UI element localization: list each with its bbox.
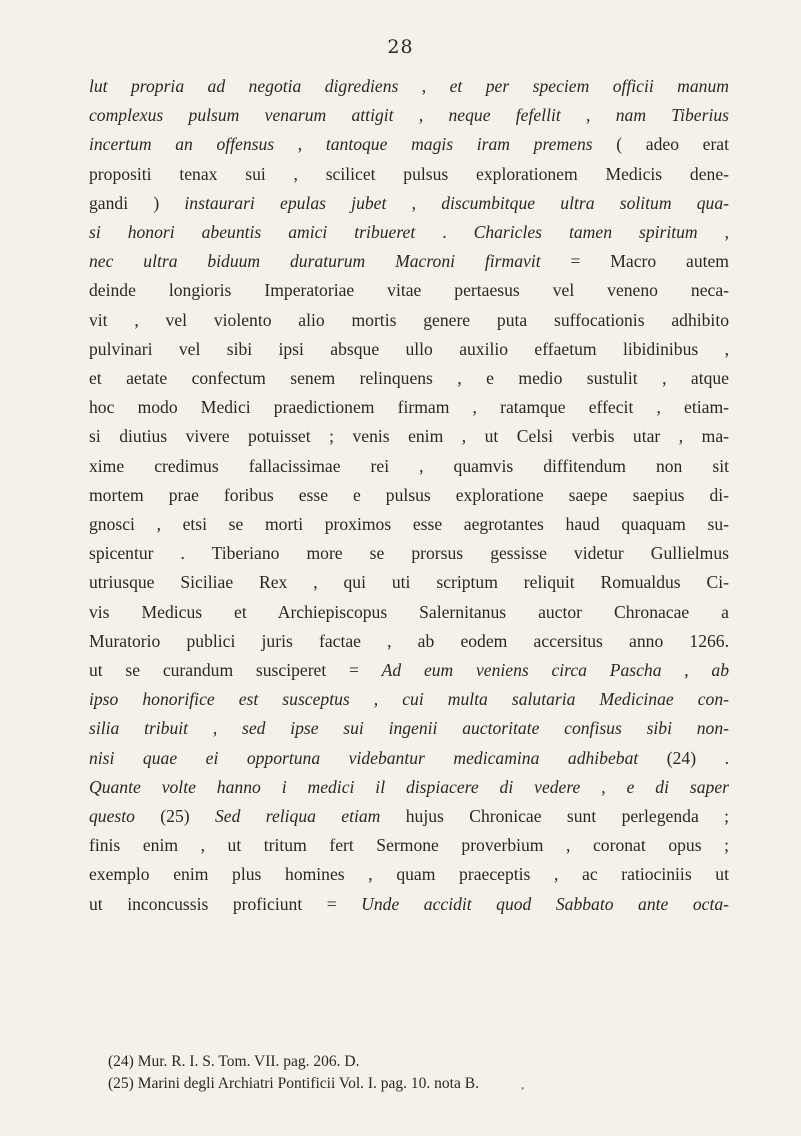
- roman-run: ,: [188, 718, 242, 739]
- italic-run: silia tribuit: [89, 718, 189, 739]
- text-line: [89, 452, 729, 481]
- roman-run: finis enim , ut tritum fert Sermone proverbium , coronat opus ;: [89, 835, 729, 856]
- roman-run: ,: [386, 192, 442, 213]
- body-text: [89, 72, 729, 919]
- roman-run: hoc modo Medici praedictionem firmam , ratamque effecit , etiam-: [89, 397, 729, 418]
- roman-run: ut se curandum susciperet =: [89, 660, 382, 681]
- text-line: [89, 335, 729, 364]
- italic-run: si honori abeuntis amici tribueret: [89, 222, 416, 243]
- italic-run: nec ultra biduum duraturum Macroni firmavit: [89, 251, 541, 272]
- roman-run: ,: [398, 76, 450, 96]
- printer-mark: •: [520, 1085, 526, 1095]
- roman-run: = Macro autem: [540, 251, 729, 272]
- roman-run: utriusque Siciliae Rex , qui uti scriptum reliquit Romualdus Ci-: [89, 572, 729, 593]
- text-line: [89, 218, 729, 247]
- italic-run: nam Tiberius: [615, 105, 729, 126]
- italic-run: lut propria ad negotia digrediens: [89, 76, 399, 96]
- text-line: [89, 101, 729, 130]
- text-line: [89, 598, 729, 627]
- italic-run: Quante volte hanno i medici il dispiacere di vedere: [89, 776, 581, 797]
- roman-run: vit , vel violento alio mortis genere puta suffocationis adhibito: [89, 309, 729, 330]
- text-line: [89, 247, 729, 276]
- italic-run: nisi quae ei opportuna videbantur medicamina adhibebat: [89, 747, 639, 768]
- text-line: [89, 393, 729, 422]
- roman-run: exemplo enim plus homines , quam praeceptis , ac ratiociniis ut: [89, 864, 729, 885]
- text-line: [89, 539, 729, 568]
- text-line: [89, 802, 729, 831]
- roman-run: vis Medicus et Archiepiscopus Salernitanus auctor Chronacae a: [89, 601, 729, 622]
- roman-run: mortem prae foribus esse e pulsus exploratione saepe saepius di-: [89, 484, 729, 505]
- text-line: [89, 656, 729, 685]
- italic-run: instaurari epulas jubet: [184, 192, 387, 213]
- roman-run: si diutius vivere potuisset ; venis enim , ut Celsi verbis utar , ma-: [89, 426, 729, 447]
- italic-run: incertum an offensus: [89, 134, 275, 155]
- text-line: [89, 422, 729, 451]
- roman-run: .: [415, 222, 474, 243]
- roman-run: spicentur . Tiberiano more se prorsus gessisse videtur Gullielmus: [89, 543, 729, 564]
- text-line: [89, 773, 729, 802]
- text-line: [89, 364, 729, 393]
- text-line: [89, 189, 729, 218]
- italic-run: discumbitque ultra solitum qua-: [441, 192, 730, 213]
- italic-run: et per speciem officii manum: [449, 76, 729, 96]
- text-line: [89, 860, 729, 889]
- text-line: [89, 568, 729, 597]
- italic-run: complexus pulsum venarum attigit: [89, 105, 394, 126]
- italic-run: sed ipse sui ingenii auctoritate confisus sibi non-: [241, 718, 729, 739]
- text-line: [89, 890, 729, 919]
- roman-run: ,: [349, 689, 403, 710]
- roman-run: ,: [580, 776, 627, 797]
- text-line: [89, 510, 729, 539]
- roman-run: xime credimus fallacissimae rei , quamvis diffitendum non sit: [89, 455, 729, 476]
- footnote: (24) Mur. R. I. S. Tom. VII. pag. 206. D.: [108, 1053, 360, 1070]
- text-line: [89, 744, 729, 773]
- text-line: [89, 160, 729, 189]
- roman-run: gnosci , etsi se morti proximos esse aegrotantes haud quaquam su-: [89, 514, 729, 535]
- footnotes: [108, 1051, 728, 1095]
- text-line: [89, 72, 729, 101]
- roman-run: ,: [560, 105, 616, 126]
- italic-run: ab: [711, 660, 729, 681]
- text-line: [89, 481, 729, 510]
- roman-run: ,: [661, 660, 712, 681]
- text-line: [89, 831, 729, 860]
- footnote: (25) Marini degli Archiatri Pontificii Vol. I. pag. 10. nota B.: [108, 1075, 479, 1092]
- roman-run: et aetate confectum senem relinquens , e medio sustulit , atque: [89, 368, 729, 389]
- text-line: [89, 627, 729, 656]
- roman-run: pulvinari vel sibi ipsi absque ullo auxilio effaetum libidinibus ,: [89, 338, 729, 359]
- roman-run: propositi tenax sui , scilicet pulsus explorationem Medicis dene-: [89, 163, 729, 184]
- italic-run: tantoque magis iram premens: [325, 134, 593, 155]
- italic-run: e di saper: [626, 776, 729, 797]
- italic-run: cui multa salutaria Medicinae con-: [402, 689, 729, 710]
- roman-run: gandi ): [89, 192, 185, 213]
- roman-run: ut inconcussis proficiunt =: [89, 893, 362, 914]
- text-line: [89, 714, 729, 743]
- roman-run: hujus Chronicae sunt perlegenda ;: [380, 806, 729, 827]
- roman-run: ,: [393, 105, 449, 126]
- roman-run: ,: [697, 222, 730, 243]
- text-line: [89, 306, 729, 335]
- italic-run: Ad eum veniens circa Pascha: [381, 660, 662, 681]
- text-line: [89, 130, 729, 159]
- text-line: [89, 685, 729, 714]
- roman-run: (25): [134, 806, 215, 827]
- roman-run: ( adeo erat: [592, 134, 730, 155]
- italic-run: Sed reliqua etiam: [214, 806, 381, 827]
- text-line: [89, 276, 729, 305]
- italic-run: ipso honorifice est susceptus: [89, 689, 350, 710]
- roman-run: deinde longioris Imperatoriae vitae pertaesus vel veneno neca-: [89, 280, 729, 301]
- italic-run: neque fefellit: [448, 105, 561, 126]
- page-number: 28: [387, 36, 414, 58]
- italic-run: Charicles tamen spiritum: [473, 222, 698, 243]
- italic-run: questo: [89, 806, 135, 827]
- italic-run: Unde accidit quod Sabbato ante octa-: [361, 893, 729, 914]
- roman-run: ,: [274, 134, 326, 155]
- roman-run: (24) .: [638, 747, 729, 768]
- roman-run: Muratorio publici juris factae , ab eodem accersitus anno 1266.: [89, 630, 729, 651]
